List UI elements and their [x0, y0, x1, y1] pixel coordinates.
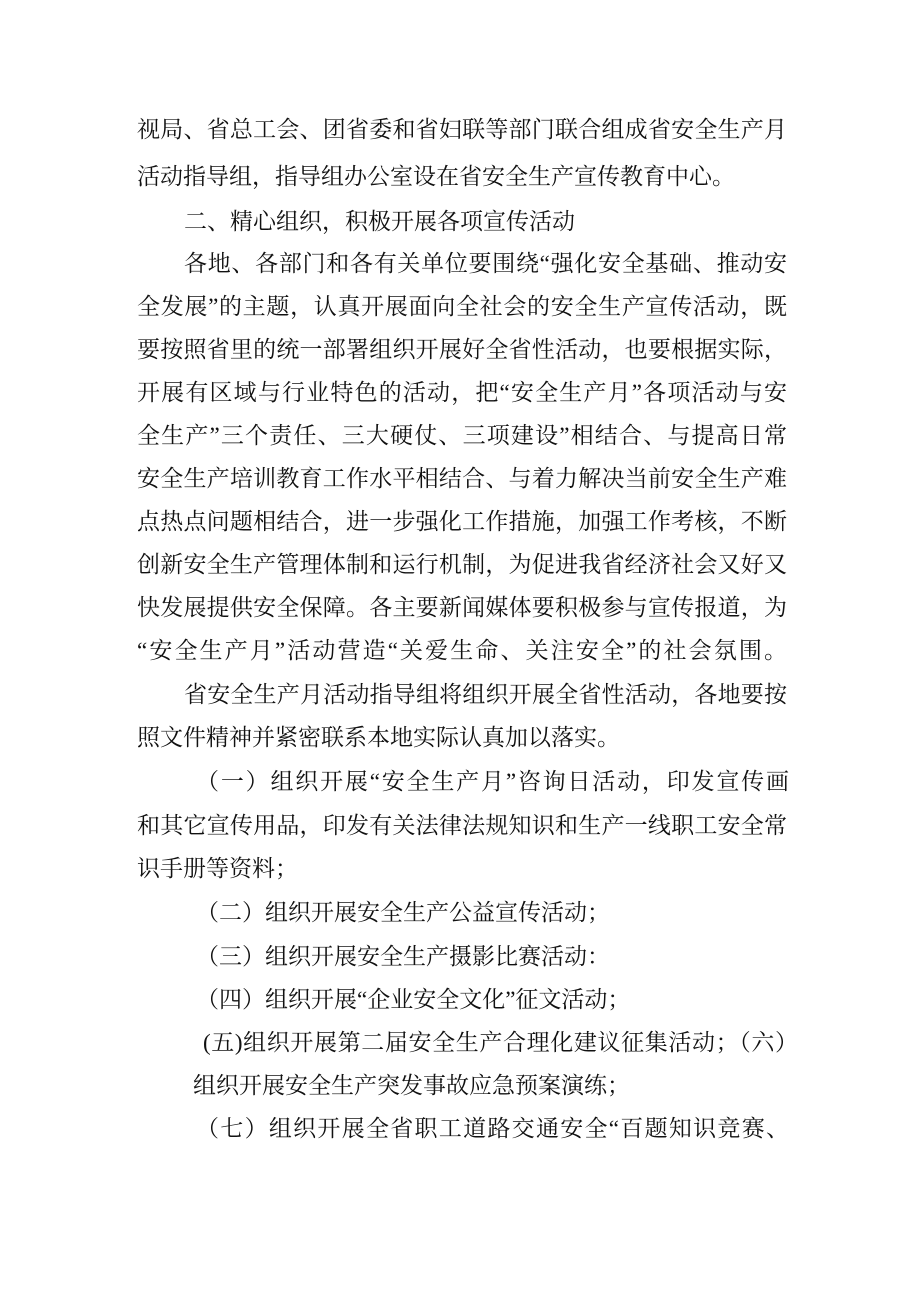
- text-line: 识手册等资料；: [137, 856, 298, 881]
- text-line: 全生产”三个责任、三大硬仗、三项建设”相结合、与提高日常: [137, 423, 787, 448]
- text-line: 照文件精神并紧密联系本地实际认真加以落实。: [137, 725, 620, 750]
- text-line: 要按照省里的统一部署组织开展好全省性活动，也要根据实际，: [137, 337, 787, 362]
- text-line: (五)组织开展第二届安全生产合理化建议征集活动；（六）: [203, 1030, 798, 1055]
- text-line: 视局、省总工会、团省委和省妇联等部门联合组成省安全生产月: [137, 117, 787, 142]
- text-line: 活动指导组，指导组办公室设在省安全生产宣传教育中心。: [137, 164, 735, 189]
- text-line: （二）组织开展安全生产公益宣传活动；: [196, 900, 610, 925]
- text-line: （三）组织开展安全生产摄影比赛活动：: [196, 944, 610, 969]
- text-line: 创新安全生产管理体制和运行机制，为促进我省经济社会又好又: [137, 552, 787, 577]
- text-line: 省安全生产月活动指导组将组织开展全省性活动，各地要按: [184, 682, 787, 707]
- text-line: （一）组织开展“安全生产月”咨询日活动，印发宣传画: [196, 769, 789, 794]
- text-line: 快发展提供安全保障。各主要新闻媒体要积极参与宣传报道，为: [137, 595, 787, 620]
- text-line: 开展有区域与行业特色的活动，把“安全生产月”各项活动与安: [137, 380, 787, 405]
- text-line: 组织开展安全生产突发事故应急预案演练；: [193, 1073, 630, 1098]
- text-line: 二、精心组织，积极开展各项宣传活动: [184, 209, 575, 234]
- text-line: 和其它宣传用品，印发有关法律法规知识和生产一线职工安全常: [137, 813, 787, 838]
- text-line: 安全生产培训教育工作水平相结合、与着力解决当前安全生产难: [137, 466, 787, 491]
- text-line: （四）组织开展“企业安全文化”征文活动；: [196, 987, 631, 1012]
- text-line: “安全生产月”活动营造“关爱生命、关注安全”的社会氛围。: [137, 638, 787, 663]
- text-line: （七）组织开展全省职工道路交通安全“百题知识竞赛、: [196, 1116, 789, 1141]
- text-line: 点热点问题相结合，进一步强化工作措施，加强工作考核，不断: [137, 509, 787, 534]
- text-line: 各地、各部门和各有关单位要围绕“强化安全基础、推动安: [184, 251, 787, 276]
- text-line: 全发展”的主题，认真开展面向全社会的安全生产宣传活动，既: [137, 294, 787, 319]
